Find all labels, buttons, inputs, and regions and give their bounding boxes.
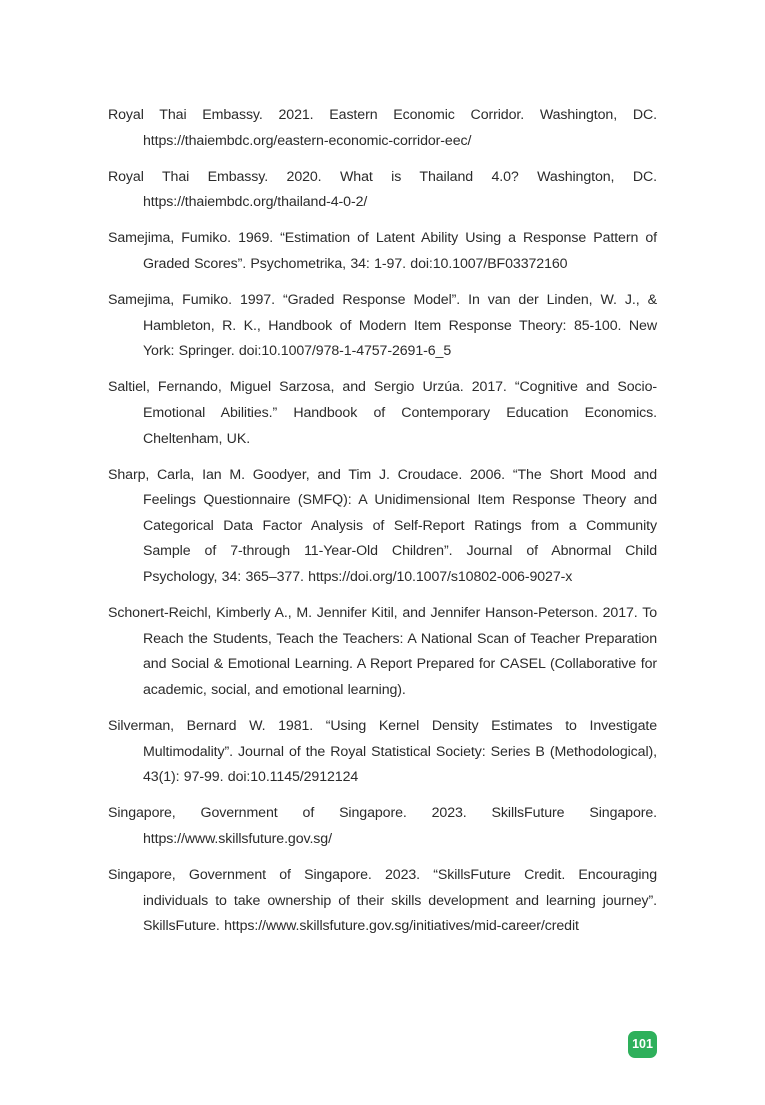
reference-saltiel-2017: Saltiel, Fernando, Miguel Sarzosa, and Sergio Urzúa. 2017. “Cognitive and Socio-Emotional Abilities.” Handbook of Contemporary Education Economics. Cheltenham, UK.: [108, 379, 657, 447]
reference-list: [108, 103, 657, 950]
reference-samejima-1997: Samejima, Fumiko. 1997. “Graded Response Model”. In van der Linden, W. J., & Hambleton, R. K., Handbook of Modern Item Response Theory: 85-100. New York: Springer. doi:10.1007/978-1-4757-2691-6_5: [108, 292, 657, 360]
reference-schonert-reichl-2017: Schonert-Reichl, Kimberly A., M. Jennifer Kitil, and Jennifer Hanson-Peterson. 2017. To Reach the Students, Teach the Teachers: A National Scan of Teacher Preparation and Social & Emotional Learning. A Report Prepared for CASEL (Collaborative for academic, social, and emotional learning).: [108, 605, 657, 698]
reference-royal-thai-embassy-2021: Royal Thai Embassy. 2021. Eastern Economic Corridor. Washington, DC. https://thaiembdc.org/eastern-economic-corridor-eec/: [108, 107, 657, 149]
reference-royal-thai-embassy-2020: Royal Thai Embassy. 2020. What is Thailand 4.0? Washington, DC. https://thaiembdc.org/thailand-4-0-2/: [108, 168, 657, 211]
reference-samejima-1969: Samejima, Fumiko. 1969. “Estimation of Latent Ability Using a Response Pattern of Graded Scores”. Psychometrika, 34: 1-97. doi:10.1007/BF03372160: [108, 230, 657, 272]
reference-silverman-1981: Silverman, Bernard W. 1981. “Using Kernel Density Estimates to Investigate Multimodality”. Journal of the Royal Statistical Society: Series B (Methodological), 43(1): 97-99. doi:10.1145/2912124: [108, 717, 657, 786]
reference-singapore-2023-b: Singapore, Government of Singapore. 2023. “SkillsFuture Credit. Encouraging individuals to take ownership of their skills development and learning journey”. SkillsFuture. https://www.skillsfuture.gov.sg/initiatives/mid-career/credit: [108, 866, 657, 935]
page-number-badge: 101: [628, 1031, 657, 1058]
reference-sharp-2006: Sharp, Carla, Ian M. Goodyer, and Tim J. Croudace. 2006. “The Short Mood and Feelings Questionnaire (SMFQ): A Unidimensional Item Response Theory and Categorical Data Factor Analysis of Self-Report Ratings from a Community Sample of 7-through 11-Year-Old Children”. Journal of Abnormal Child Psychology, 34: 365–377. https://doi.org/10.1007/s10802-006-9027-x: [108, 466, 657, 585]
reference-singapore-2023-a: Singapore, Government of Singapore. 2023. SkillsFuture Singapore. https://www.skillsfuture.gov.sg/: [108, 805, 657, 847]
